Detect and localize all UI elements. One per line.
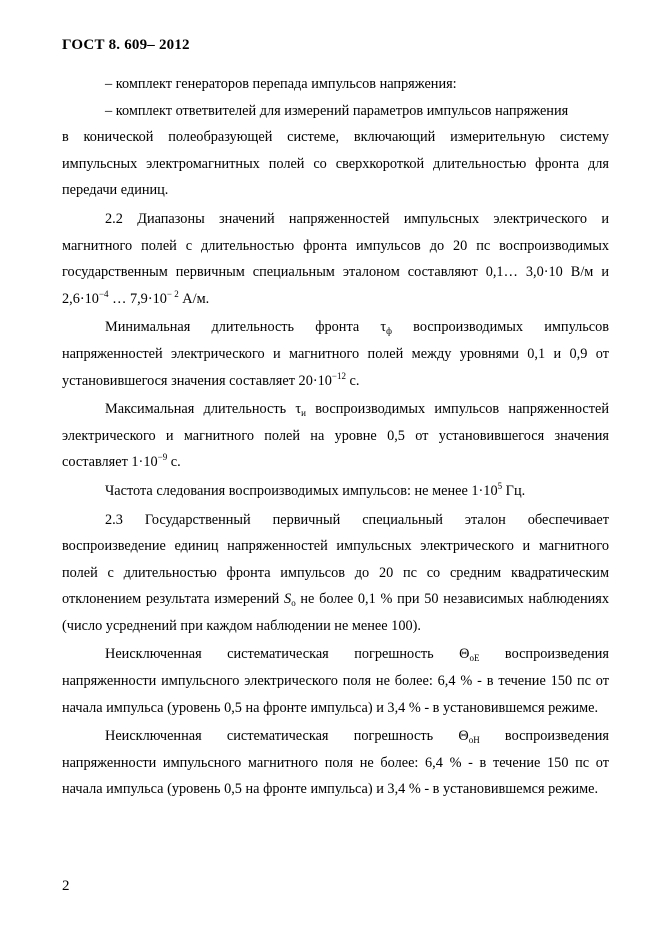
paragraph-systematic-error-electric: Неисключенная систематическая погрешность $\Theta_{oE}$ воспроизведения напряженности импульсного электрического поля не более: 6,4 % - в течение 150 пс от начала импульса (уровень 0,5 на фронте импульса) и 3,4 % - в установившемся режиме. — [62, 646, 609, 716]
paragraph-2-2-ranges: 2.2 Диапазоны значений напряженностей импульсных электрического и магнитного полей с длительностью фронта импульсов до 20 пс воспроизводимых государственным первичным специальным эталоном составляют 0,1… 3,0·10 В/м и $2,6\cdot 10^{-4}$ … $7,9\cdot 10^{- 2}$ А/м. — [62, 210, 609, 307]
page-number: 2 — [62, 878, 70, 894]
list-item-generators: – комплект генераторов перепада импульсов напряжения: — [105, 76, 457, 92]
paragraph-repetition-rate: Частота следования воспроизводимых импульсов: не менее $1\cdot 10^5$ Гц. — [105, 480, 526, 499]
paragraph-2-3-standard: 2.3 Государственный первичный специальный эталон обеспечивает воспроизведение единиц напряженностей импульсных электрического и магнитного полей с длительностью фронта импульсов до 20 пс со средним квадратическим отклонением результата измерений $S_o$ не более 0,1 % при 50 независимых наблюдениях (число усреднений при каждом наблюдении не менее 100). — [62, 511, 609, 634]
paragraph-systematic-error-magnetic: Неисключенная систематическая погрешность $\Theta_{oH}$ воспроизведения напряженности импульсного магнитного поля не более: 6,4 % - в течение 150 пс от начала импульса (уровень 0,5 на фронте импульса) и 3,4 % - в установившемся режиме. — [62, 728, 609, 798]
list-item-couplers-continuation: в конической полеобразующей системе, включающий измерительную систему импульсных электромагнитных полей со сверхкороткой длительностью фронта для передачи единиц. — [62, 129, 609, 199]
list-item-couplers: – комплект ответвителей для измерений параметров импульсов напряжения — [105, 102, 569, 119]
paragraph-min-rise-time: Минимальная длительность фронта $\tau_ф$ воспроизводимых импульсов напряженностей электрического и магнитного полей между уровнями 0,1 и 0,9 от установившегося значения составляет $20\cdot 10^{-12}$ с. — [62, 319, 609, 389]
paragraph-max-duration: Максимальная длительность $\tau_и$ воспроизводимых импульсов напряженностей электрического и магнитного полей на уровне 0,5 от установившегося значения составляет $1\cdot 10^{-9}$ с. — [62, 401, 609, 471]
document-body — [62, 71, 609, 803]
document-header: ГОСТ 8. 609– 2012 — [62, 37, 190, 53]
